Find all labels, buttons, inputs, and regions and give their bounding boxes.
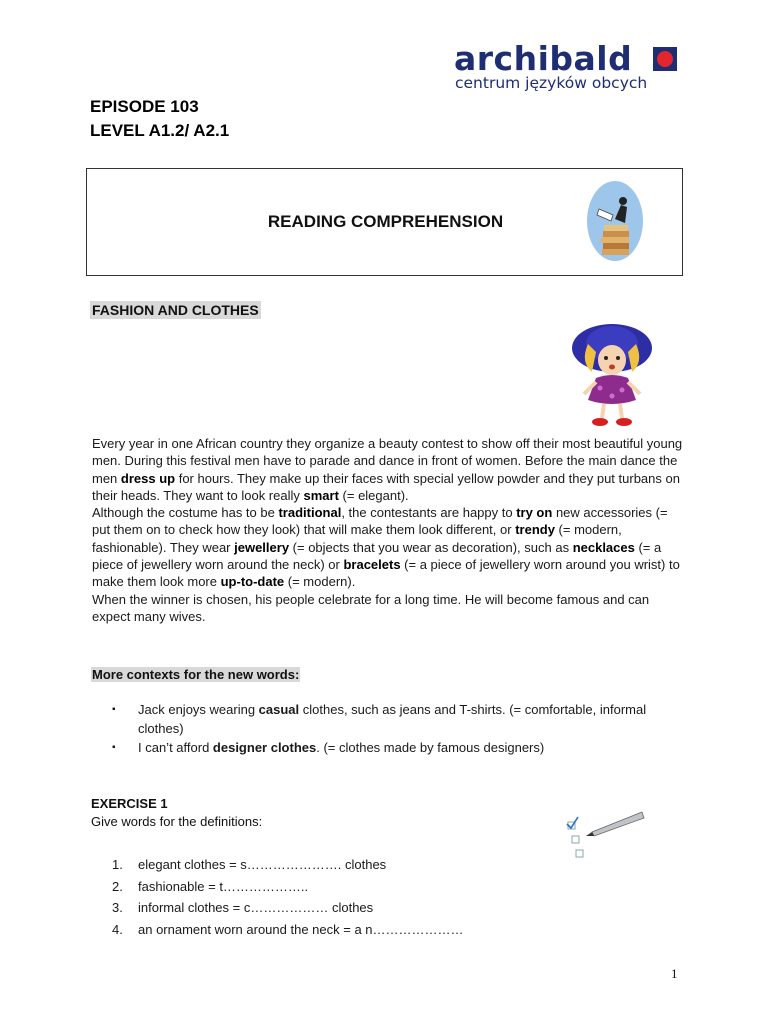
list-item: ▪ I can’t afford designer clothes. (= clothes made by famous designers) xyxy=(112,738,672,757)
list-item: 2. fashionable = t……………….. xyxy=(112,878,309,894)
box-title: READING COMPREHENSION xyxy=(267,212,504,231)
reading-text xyxy=(92,435,684,625)
reading-paragraph-3: When the winner is chosen, his people celebrate for a long time. He will become famous and can expect many wives. xyxy=(92,591,650,624)
list-item: 4. an ornament worn around the neck = a n………………… xyxy=(112,922,464,938)
archibald-logo xyxy=(452,40,682,96)
logo-wordmark: archibald xyxy=(454,39,633,78)
checklist-pen-icon xyxy=(558,806,646,868)
exercise-title: EXERCISE 1 xyxy=(91,796,168,811)
reading-paragraph-2: Although the costume has to be traditional, the contestants are happy to try on new accessories (= put them on to check how they look) that will make them look different, or trendy (= modern, fashionable). They wear jewellery (= objects that you wear as decoration), such as necklaces (= a piece of jewellery worn around the neck) or bracelets (= a piece of jewellery worn around you wrist) to make them look more up-to-date (= modern). xyxy=(92,505,680,590)
list-item: ▪ Jack enjoys wearing casual clothes, such as jeans and T-shirts. (= comfortable, informal clothes) xyxy=(112,700,672,738)
girl-in-hat-icon xyxy=(566,322,658,430)
level-heading: LEVEL A1.2/ A2.1 xyxy=(90,121,230,140)
episode-heading: EPISODE 103 xyxy=(90,97,199,116)
more-contexts-heading: More contexts for the new words: xyxy=(92,667,300,682)
logo-red-dot-icon xyxy=(653,47,677,71)
section-title: FASHION AND CLOTHES xyxy=(92,302,259,318)
list-item: 3. informal clothes = c……………… clothes xyxy=(112,900,374,916)
exercise-instruction: Give words for the definitions: xyxy=(91,814,263,829)
logo-subtitle: centrum języków obcych xyxy=(455,74,648,92)
reading-books-icon xyxy=(585,179,645,263)
reading-comprehension-box xyxy=(86,168,683,276)
exercise-item-list xyxy=(112,854,464,941)
context-bullet-list xyxy=(112,700,672,757)
page-number: 1 xyxy=(671,966,678,981)
reading-paragraph-1: Every year in one African country they organize a beauty contest to show off their most beautiful young men. During this festival men have to parade and dance in front of women. Before the main dance the men dress up for hours. They make up their faces with special yellow powder and they put turbans on their heads. They want to look really smart (= elegant). xyxy=(92,436,683,503)
list-item: 1. elegant clothes = s…………………. clothes xyxy=(112,857,387,872)
